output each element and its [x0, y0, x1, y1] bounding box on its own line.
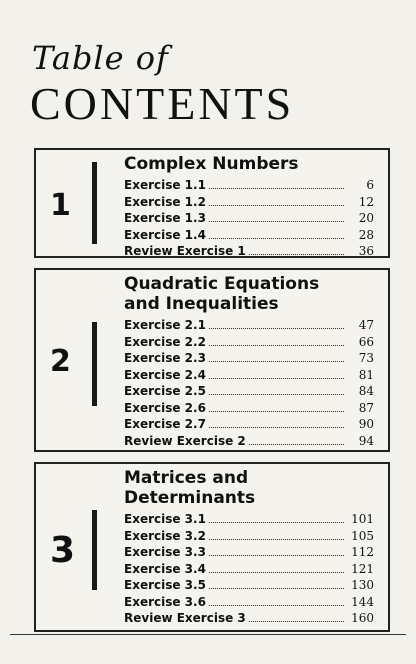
toc-entry[interactable] [124, 416, 374, 433]
toc-entry[interactable] [124, 243, 374, 260]
entry-page: 66 [358, 334, 374, 349]
page-heading [30, 40, 410, 128]
entry-label: Exercise 2.3 [124, 351, 206, 365]
chapter-divider-bar [92, 510, 97, 590]
entry-label: Exercise 2.5 [124, 384, 206, 398]
entry-page: 47 [358, 318, 374, 332]
dot-leader [209, 572, 344, 573]
dot-leader [209, 555, 344, 556]
toc-entry[interactable] [124, 383, 374, 400]
entry-page: 130 [351, 578, 374, 592]
chapter-title-line: Complex Numbers [124, 154, 299, 174]
dot-leader [249, 621, 344, 622]
entry-label: Exercise 3.2 [124, 528, 206, 543]
chapter-title [124, 274, 374, 314]
entry-page: 160 [351, 611, 374, 625]
entry-label: Exercise 2.4 [124, 367, 206, 382]
dot-leader [249, 254, 344, 255]
dot-leader [209, 238, 344, 239]
entry-page: 84 [358, 384, 374, 398]
chapter-content [124, 274, 374, 449]
chapter-number: 3 [50, 530, 76, 571]
toc-entry[interactable] [124, 528, 374, 545]
bottom-rule [10, 634, 406, 635]
toc-entry[interactable] [124, 511, 374, 528]
toc-entry[interactable] [124, 194, 374, 211]
entry-page: 112 [351, 545, 374, 559]
chapter-3-box [34, 462, 390, 632]
chapter-divider-bar [92, 162, 97, 244]
chapter-2-box [34, 268, 390, 452]
chapter-title-line: Matrices and [124, 468, 249, 488]
toc-entry[interactable] [124, 577, 374, 594]
entry-label: Exercise 1.4 [124, 227, 206, 242]
entry-label: Exercise 3.3 [124, 545, 206, 559]
chapter-title-line: and Inequalities [124, 294, 279, 314]
dot-leader [209, 328, 344, 329]
entry-label: Exercise 3.1 [124, 512, 206, 526]
entry-page: 81 [358, 367, 374, 382]
entry-page: 73 [358, 351, 374, 365]
chapter-number: 2 [50, 344, 71, 379]
entry-page: 20 [358, 211, 374, 225]
chapter-number: 1 [50, 188, 71, 223]
chapter-title [124, 154, 374, 174]
toc-entry[interactable] [124, 350, 374, 367]
dot-leader [209, 394, 344, 395]
dot-leader [209, 345, 344, 346]
dot-leader [209, 427, 344, 428]
entry-page: 12 [358, 194, 374, 209]
entry-page: 90 [358, 417, 374, 431]
toc-entry[interactable] [124, 610, 374, 627]
chapter-title-line: Determinants [124, 488, 256, 508]
dot-leader [209, 588, 344, 589]
dot-leader [209, 539, 344, 540]
entry-page: 6 [366, 178, 374, 192]
heading-script-text: Table of [32, 39, 169, 77]
toc-entry[interactable] [124, 594, 374, 611]
entry-label: Exercise 2.7 [124, 417, 206, 431]
entry-label: Review Exercise 1 [124, 244, 246, 258]
dot-leader [209, 411, 344, 412]
toc-entry[interactable] [124, 544, 374, 561]
entry-page: 101 [351, 512, 374, 526]
chapter-divider-bar [92, 322, 97, 406]
toc-entry[interactable] [124, 317, 374, 334]
entry-label: Exercise 2.2 [124, 334, 206, 349]
chapter-content [124, 468, 374, 627]
chapter-title [124, 468, 374, 508]
entry-page: 94 [358, 433, 374, 448]
toc-entry[interactable] [124, 227, 374, 244]
toc-entry[interactable] [124, 561, 374, 578]
dot-leader [209, 378, 344, 379]
chapter-content [124, 154, 374, 260]
heading-main-text: CONTENTS [30, 78, 295, 129]
entry-label: Exercise 2.6 [124, 400, 206, 415]
entry-page: 87 [358, 400, 374, 415]
entry-label: Exercise 3.4 [124, 561, 206, 576]
toc-entry[interactable] [124, 400, 374, 417]
toc-entry[interactable] [124, 367, 374, 384]
chapter-1-box [34, 148, 390, 258]
entry-label: Exercise 1.3 [124, 211, 206, 225]
chapter-title-line: Quadratic Equations [124, 274, 320, 294]
toc-entry[interactable] [124, 334, 374, 351]
entry-page: 121 [351, 561, 374, 576]
entry-label: Exercise 1.1 [124, 178, 206, 192]
dot-leader [209, 205, 344, 206]
entry-label: Review Exercise 2 [124, 433, 246, 448]
toc-entry[interactable] [124, 210, 374, 227]
entry-page: 28 [358, 227, 374, 242]
dot-leader [209, 361, 344, 362]
entry-page: 144 [351, 594, 374, 609]
dot-leader [249, 444, 344, 445]
entry-page: 36 [358, 244, 374, 258]
dot-leader [209, 522, 344, 523]
entry-label: Exercise 3.5 [124, 578, 206, 592]
dot-leader [209, 188, 344, 189]
entry-label: Exercise 2.1 [124, 318, 206, 332]
dot-leader [209, 605, 344, 606]
entry-label: Exercise 3.6 [124, 594, 206, 609]
entry-label: Exercise 1.2 [124, 194, 206, 209]
toc-entry[interactable] [124, 433, 374, 450]
entry-page: 105 [351, 528, 374, 543]
toc-entry[interactable] [124, 177, 374, 194]
dot-leader [209, 221, 344, 222]
entry-label: Review Exercise 3 [124, 611, 246, 625]
